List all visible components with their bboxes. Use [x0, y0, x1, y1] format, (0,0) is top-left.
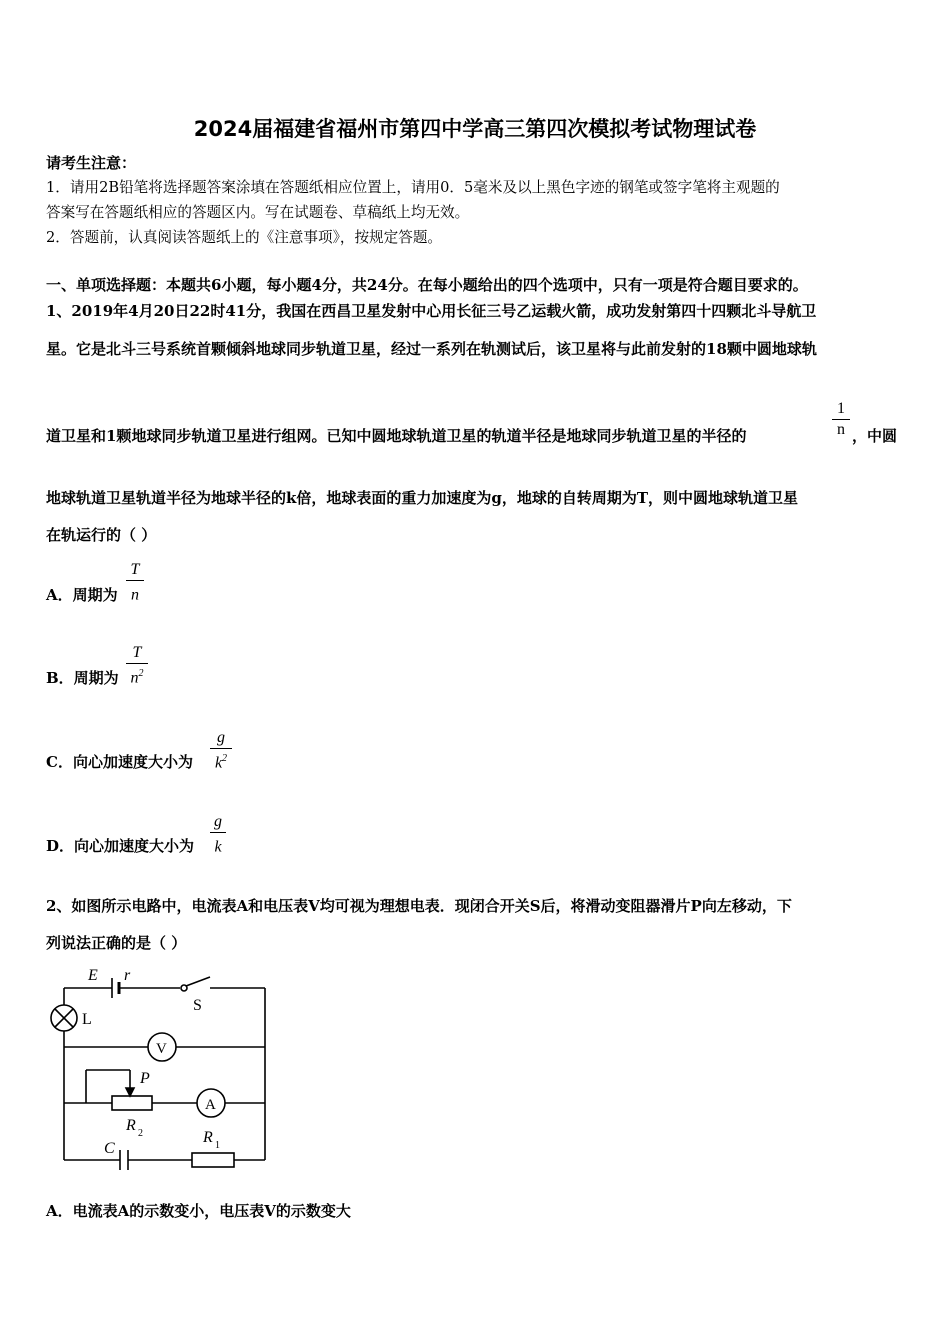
label-c: C	[104, 1140, 115, 1157]
fraction-numerator: T	[130, 561, 140, 578]
slider-arrow-head	[126, 1088, 134, 1096]
label-a: A	[205, 1097, 216, 1113]
fraction-numerator: T	[132, 644, 142, 661]
fraction-numerator: g	[214, 813, 222, 830]
notice-line-1b: 答案写在答题纸相应的答题区内。写在试题卷、草稿纸上均无效。	[46, 204, 470, 221]
fraction-denominator: n	[837, 421, 845, 438]
label-p: P	[140, 1070, 150, 1087]
label-r1: R	[203, 1129, 213, 1146]
q1-line-5: 在轨运行的（ ）	[46, 526, 157, 544]
fraction-denominator: $n^2$	[130, 668, 144, 687]
label-r2-sub: 2	[138, 1128, 143, 1139]
page-title: 2024届福建省福州市第四中学高三第四次模拟考试物理试卷	[193, 117, 757, 141]
q1-option-a-fraction	[126, 561, 144, 604]
label-v: V	[156, 1041, 167, 1057]
q2-line-1: 2、如图所示电路中，电流表A和电压表V均可视为理想电表．现闭合开关S后，将滑动变阻器滑片P向左移动，下	[46, 897, 792, 915]
label-s: S	[193, 997, 202, 1014]
q1-line-4: 地球轨道卫星轨道半径为地球半径的k倍，地球表面的重力加速度为g，地球的自转周期为T，则中圆地球轨道卫星	[46, 489, 799, 507]
label-e: E	[88, 967, 98, 984]
q1-fraction-1-over-n	[832, 400, 850, 439]
fraction-numerator: 1	[837, 400, 845, 417]
q1-option-d: D．向心加速度大小为	[46, 837, 195, 855]
label-r1-sub: 1	[215, 1140, 220, 1151]
fraction-denominator: k	[214, 838, 222, 856]
circuit-diagram	[40, 960, 280, 1175]
q1-option-a: A．周期为	[46, 586, 118, 604]
q1-line-3-tail: ，中圆	[852, 427, 898, 445]
q1-option-c: C．向心加速度大小为	[46, 753, 193, 771]
resistor-r1	[192, 1153, 234, 1167]
switch-lever	[186, 977, 210, 986]
q2-line-2: 列说法正确的是（ ）	[46, 934, 187, 952]
fraction-numerator: g	[217, 729, 225, 746]
q2-option-a: A．电流表A的示数变小，电压表V的示数变大	[46, 1202, 351, 1220]
q1-line-1: 1、2019年4月20日22时41分，我国在西昌卫星发射中心用长征三号乙运载火箭，成功发射第四十四颗北斗导航卫	[46, 302, 817, 320]
notice-line-1a: 1．请用2B铅笔将选择题答案涂填在答题纸相应位置上，请用0．5毫米及以上黑色字迹的钢笔或签字笔将主观题的	[46, 179, 780, 196]
label-r2: R	[126, 1117, 136, 1134]
q1-line-3: 道卫星和1颗地球同步轨道卫星进行组网。已知中圆地球轨道卫星的轨道半径是地球同步轨道卫星的半径的	[46, 427, 747, 445]
fraction-denominator: n	[131, 586, 139, 604]
q1-option-c-fraction	[210, 729, 232, 772]
rheostat-r2	[112, 1096, 152, 1110]
q1-option-b-fraction	[126, 644, 148, 687]
q1-option-b: B．周期为	[46, 669, 119, 687]
q1-option-d-fraction	[210, 813, 226, 856]
fraction-denominator: $k^2$	[214, 753, 228, 772]
q1-line-2: 星。它是北斗三号系统首颗倾斜地球同步轨道卫星，经过一系列在轨测试后，该卫星将与此前发射的18颗中圆地球轨	[46, 340, 817, 358]
label-r: r	[124, 967, 131, 984]
label-l: L	[82, 1011, 92, 1028]
section-heading: 一、单项选择题：本题共6小题，每小题4分，共24分。在每小题给出的四个选项中，只有一项是符合题目要求的。	[46, 276, 808, 294]
notice-line-2: 2．答题前，认真阅读答题纸上的《注意事项》，按规定答题。	[46, 229, 443, 246]
notice-heading: 请考生注意：	[46, 154, 137, 172]
